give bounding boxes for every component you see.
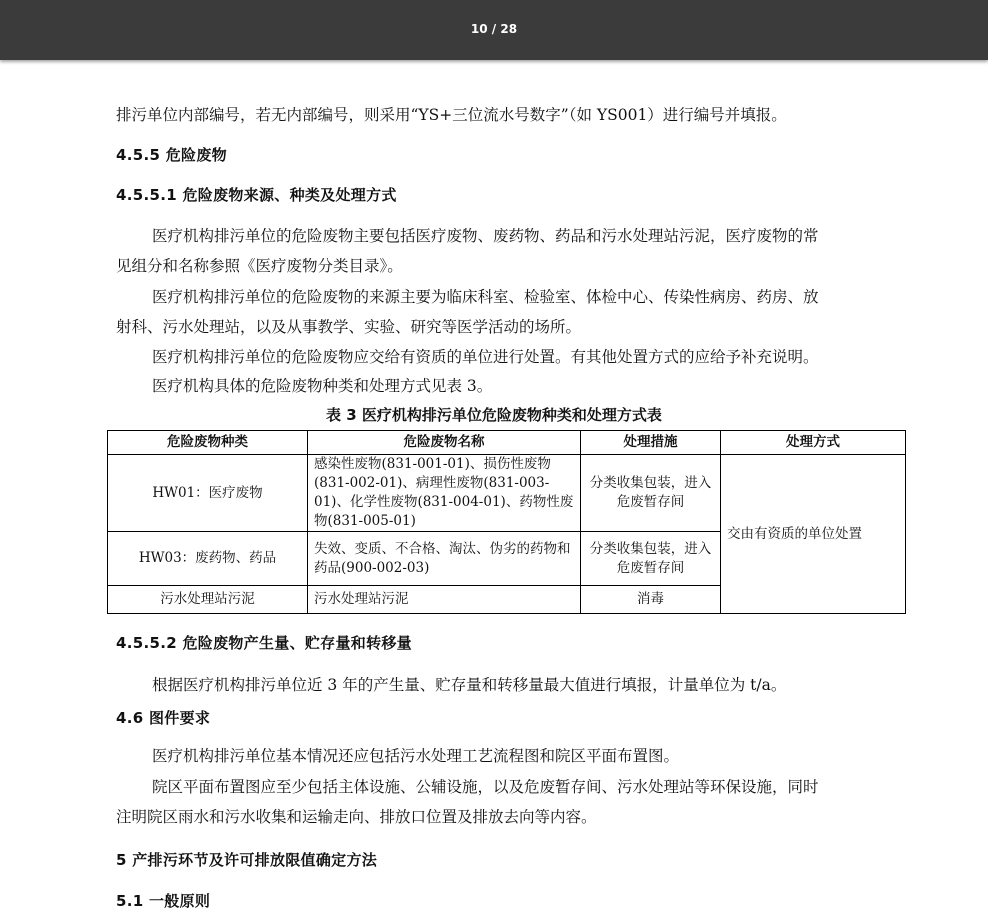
- cell-waste-name: 失效、变质、不合格、淘汰、伪劣的药物和药品(900-002-03): [308, 532, 581, 586]
- paragraph-line: 院区平面布置图应至少包括主体设施、公辅设施，以及危废暂存间、污水处理站等环保设施，同时: [152, 778, 819, 796]
- table-header-row: [108, 431, 906, 455]
- header-waste-name: 危险废物名称: [308, 431, 581, 455]
- cell-waste-type: HW01：医疗废物: [108, 455, 308, 532]
- paragraph-line: 医疗机构排污单位基本情况还应包括污水处理工艺流程图和院区平面布置图。: [152, 747, 680, 765]
- table-caption: 表 3 医疗机构排污单位危险废物种类和处理方式表: [326, 406, 662, 424]
- heading-5-1: 5.1 一般原则: [116, 892, 211, 910]
- heading-5: 5 产排污环节及许可排放限值确定方法: [116, 851, 378, 869]
- paragraph-line: 射科、污水处理站，以及从事教学、实验、研究等医学活动的场所。: [116, 318, 582, 336]
- cell-waste-name: 污水处理站污泥: [308, 586, 581, 614]
- cell-waste-name: 感染性废物(831-001-01)、损伤性废物(831-002-01)、病理性废物(831-003-01)、化学性废物(831-004-01)、药物性废物(831-005-01): [308, 455, 581, 532]
- heading-4-5-5-2: 4.5.5.2 危险废物产生量、贮存量和转移量: [116, 634, 412, 652]
- header-waste-type: 危险废物种类: [108, 431, 308, 455]
- paragraph-line: 见组分和名称参照《医疗废物分类目录》。: [116, 257, 403, 275]
- heading-4-5-5-1: 4.5.5.1 危险废物来源、种类及处理方式: [116, 186, 397, 204]
- paragraph-line: 注明院区雨水和污水收集和运输走向、排放口位置及排放去向等内容。: [116, 808, 597, 826]
- page-indicator: 10 / 28: [470, 22, 518, 36]
- paragraph-line: 根据医疗机构排污单位近 3 年的产生量、贮存量和转移量最大值进行填报，计量单位为 t/a。: [152, 676, 787, 694]
- cell-treatment: 分类收集包装，进入危废暂存间: [581, 455, 721, 532]
- heading-4-6: 4.6 图件要求: [116, 709, 211, 727]
- heading-4-5-5: 4.5.5 危险废物: [116, 146, 227, 164]
- header-disposal-method: 处理方式: [721, 431, 906, 455]
- paragraph-line: 医疗机构具体的危险废物种类和处理方式见表 3。: [152, 377, 493, 395]
- cell-treatment: 消毒: [581, 586, 721, 614]
- table-row: [108, 455, 906, 532]
- cell-waste-type: 污水处理站污泥: [108, 586, 308, 614]
- header-treatment-measure: 处理措施: [581, 431, 721, 455]
- paragraph-line: 医疗机构排污单位的危险废物主要包括医疗废物、废药物、药品和污水处理站污泥，医疗废物的常: [152, 227, 819, 245]
- cell-disposal: 交由有资质的单位处置: [721, 455, 906, 614]
- cell-treatment: 分类收集包装，进入危废暂存间: [581, 532, 721, 586]
- paragraph-line: 排污单位内部编号，若无内部编号，则采用“YS+三位流水号数字”（如 YS001）进行编号并填报。: [116, 106, 787, 124]
- paragraph-line: 医疗机构排污单位的危险废物应交给有资质的单位进行处置。有其他处置方式的应给予补充说明。: [152, 348, 819, 366]
- document-page[interactable]: [0, 60, 988, 910]
- hazardous-waste-table: [107, 430, 906, 614]
- cell-waste-type: HW03：废药物、药品: [108, 532, 308, 586]
- paragraph-line: 医疗机构排污单位的危险废物的来源主要为临床科室、检验室、体检中心、传染性病房、药房、放: [152, 288, 819, 306]
- viewer-toolbar: [0, 0, 988, 60]
